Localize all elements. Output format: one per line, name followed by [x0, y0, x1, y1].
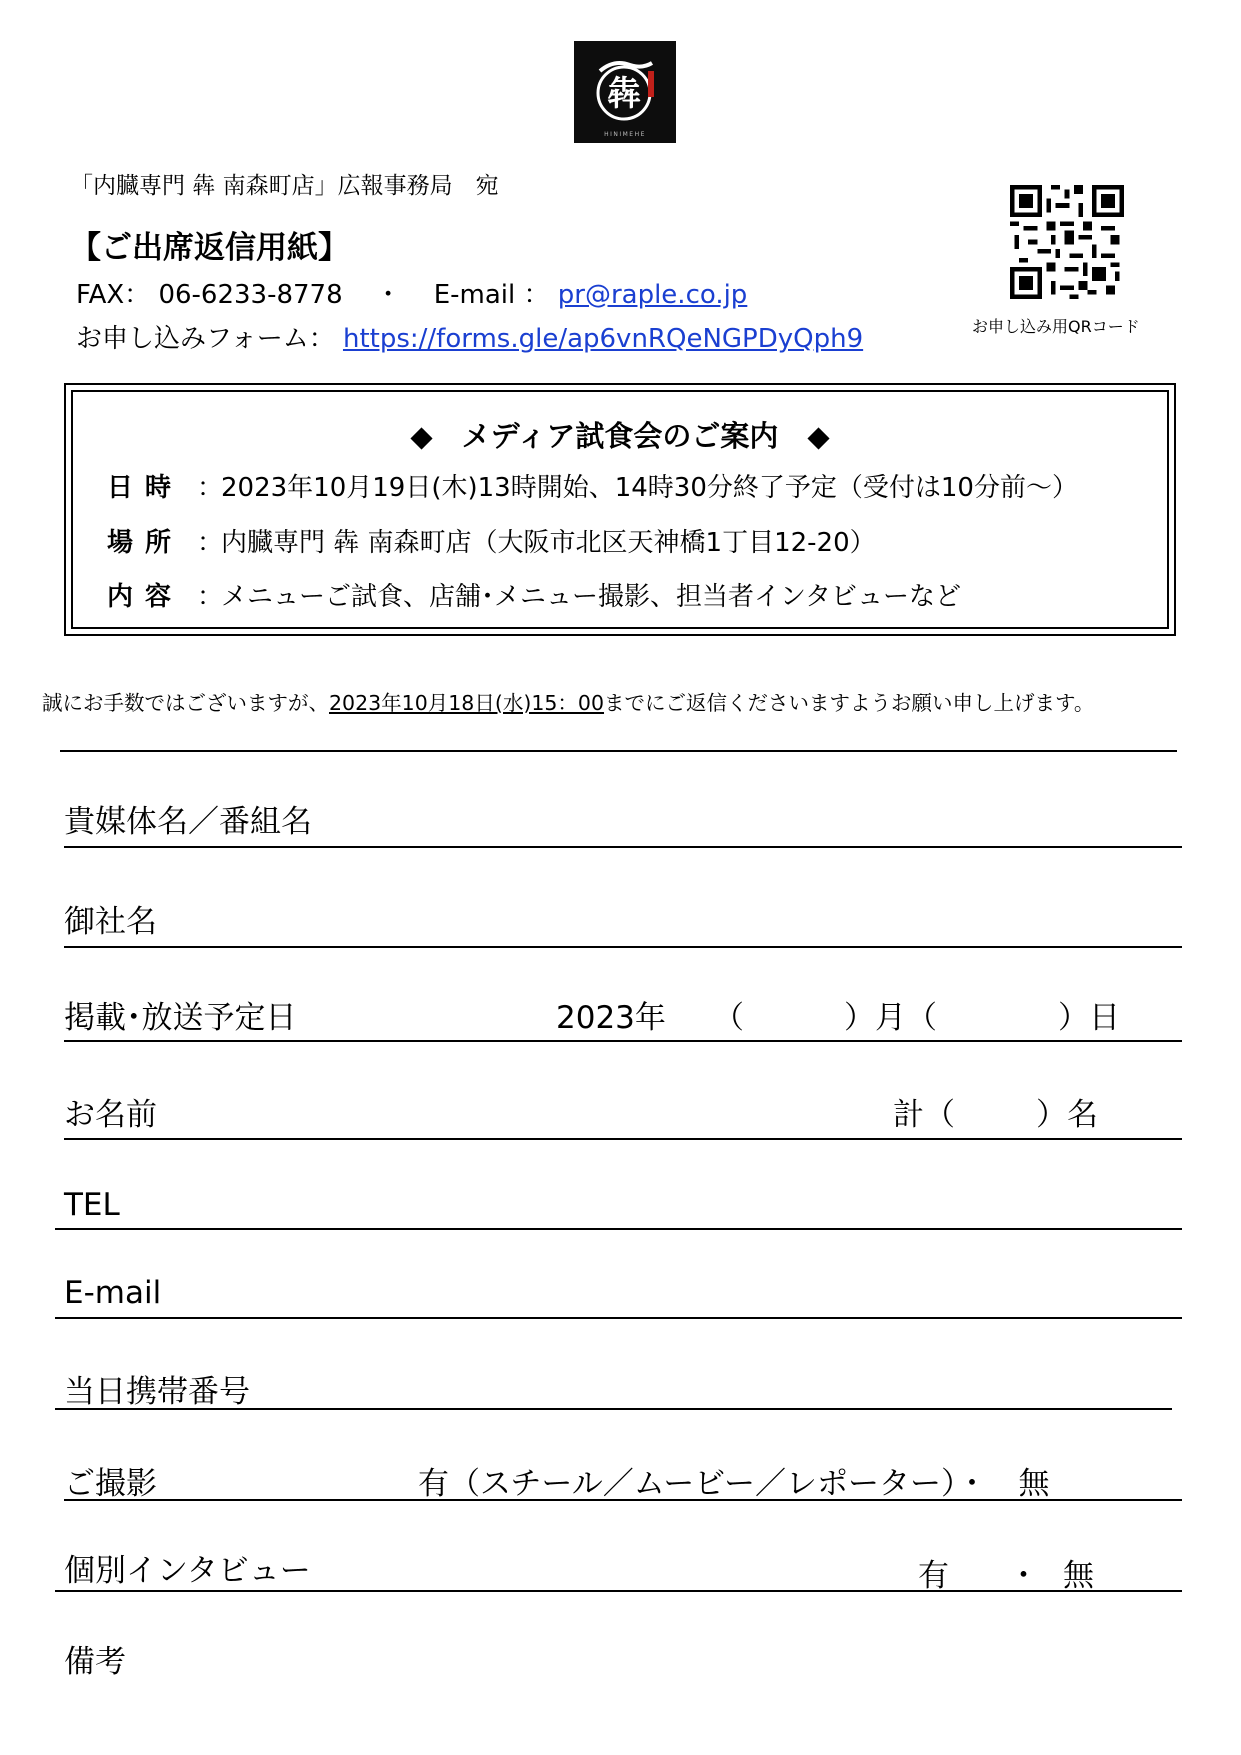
- event-content-row: [107, 576, 961, 613]
- media-name-label: 貴媒体名／番組名: [64, 804, 312, 840]
- event-datetime-row: [107, 467, 1078, 504]
- event-venue-row: [107, 522, 876, 559]
- content-value: メニューご試食、店舗･メニュー撮影、担当者インタビューなど: [221, 582, 961, 612]
- mobile-number-line[interactable]: [55, 1408, 1172, 1410]
- form-top-rule: [60, 750, 1177, 752]
- interview-line: [55, 1590, 1182, 1592]
- event-info-title: ◆ メディア試食会のご案内 ◆: [410, 419, 830, 453]
- remarks-label: 備考: [64, 1644, 126, 1680]
- application-form-line: [76, 318, 863, 355]
- fax-number: 06-6233-8778: [158, 280, 343, 310]
- attendee-count-open: 計（: [893, 1097, 955, 1133]
- qr-code[interactable]: [1010, 185, 1124, 299]
- email-field-label: E-mail: [64, 1275, 162, 1311]
- publish-date-line[interactable]: [64, 1040, 1182, 1042]
- form-label: お申し込みフォーム：: [76, 324, 335, 354]
- qr-caption: お申し込み用QRコード: [972, 317, 1140, 336]
- interview-yes-option[interactable]: 有: [918, 1558, 949, 1594]
- deadline-date: 2023年10月18日(水)15：00: [329, 691, 605, 715]
- contact-separator: ・: [375, 280, 402, 310]
- datetime-separator: ：: [197, 473, 224, 503]
- venue-label: 場所: [107, 528, 184, 558]
- deadline-text-before: 誠にお手数ではございますが、: [42, 691, 329, 715]
- reply-deadline-notice: [42, 686, 1094, 716]
- publish-date-month-close: ）月（: [844, 1000, 937, 1036]
- content-label: 内容: [107, 582, 184, 612]
- publish-date-month-open: （: [713, 1000, 744, 1036]
- brand-logo: [574, 41, 676, 143]
- form-title: 【ご出席返信用紙】: [70, 230, 349, 266]
- interview-label: 個別インタビュー: [64, 1553, 311, 1589]
- company-name-line[interactable]: [64, 946, 1182, 948]
- contact-line: [76, 274, 747, 311]
- publish-date-label: 掲載･放送予定日: [64, 1000, 297, 1036]
- deadline-text-after: までにご返信くださいますようお願い申し上げます。: [604, 691, 1095, 715]
- datetime-value: 2023年10月19日(木)13時開始、14時30分終了予定（受付は10分前～）: [221, 473, 1078, 503]
- photography-label: ご撮影: [64, 1466, 157, 1502]
- interview-no-option[interactable]: 無: [1063, 1558, 1094, 1594]
- tel-line[interactable]: [55, 1228, 1182, 1230]
- event-info-inner-frame: [71, 390, 1169, 629]
- venue-value: 内臓専門 犇 南森町店（大阪市北区天神橋1丁目12-20）: [221, 528, 876, 558]
- svg-text:HINIMEHE: HINIMEHE: [604, 131, 646, 138]
- addressee-line: 「内臓専門 犇 南森町店」広報事務局 宛: [70, 173, 499, 199]
- email-link[interactable]: pr@raple.co.jp: [557, 280, 748, 310]
- attendee-name-line[interactable]: [64, 1138, 1182, 1140]
- media-name-line[interactable]: [64, 846, 1182, 848]
- tel-label: TEL: [64, 1187, 120, 1223]
- email-label: E-mail ：: [433, 280, 550, 310]
- company-name-label: 御社名: [64, 904, 157, 940]
- datetime-label: 日時: [107, 473, 184, 503]
- publish-date-year: 2023年: [556, 1000, 666, 1036]
- content-separator: ：: [197, 582, 224, 612]
- attendee-count-close: ）名: [1036, 1097, 1098, 1133]
- photography-options[interactable]: 有（スチール／ムービー／レポーター）・ 無: [418, 1466, 1050, 1502]
- svg-text:犇: 犇: [607, 74, 641, 114]
- mobile-number-label: 当日携帯番号: [64, 1374, 250, 1410]
- venue-separator: ：: [197, 528, 224, 558]
- form-url-link[interactable]: https://forms.gle/ap6vnRQeNGPDyQph9: [342, 324, 864, 354]
- attendee-name-label: お名前: [64, 1097, 157, 1133]
- email-field-line[interactable]: [55, 1317, 1182, 1319]
- fax-label: FAX：: [76, 280, 151, 310]
- qr-code-icon: [1010, 185, 1124, 299]
- publish-date-day-close: ）日: [1058, 1000, 1120, 1036]
- photography-line: [64, 1499, 1182, 1501]
- interview-separator: ・: [1008, 1558, 1039, 1594]
- logo-mark-icon: [574, 41, 676, 143]
- event-info-box: [64, 383, 1176, 636]
